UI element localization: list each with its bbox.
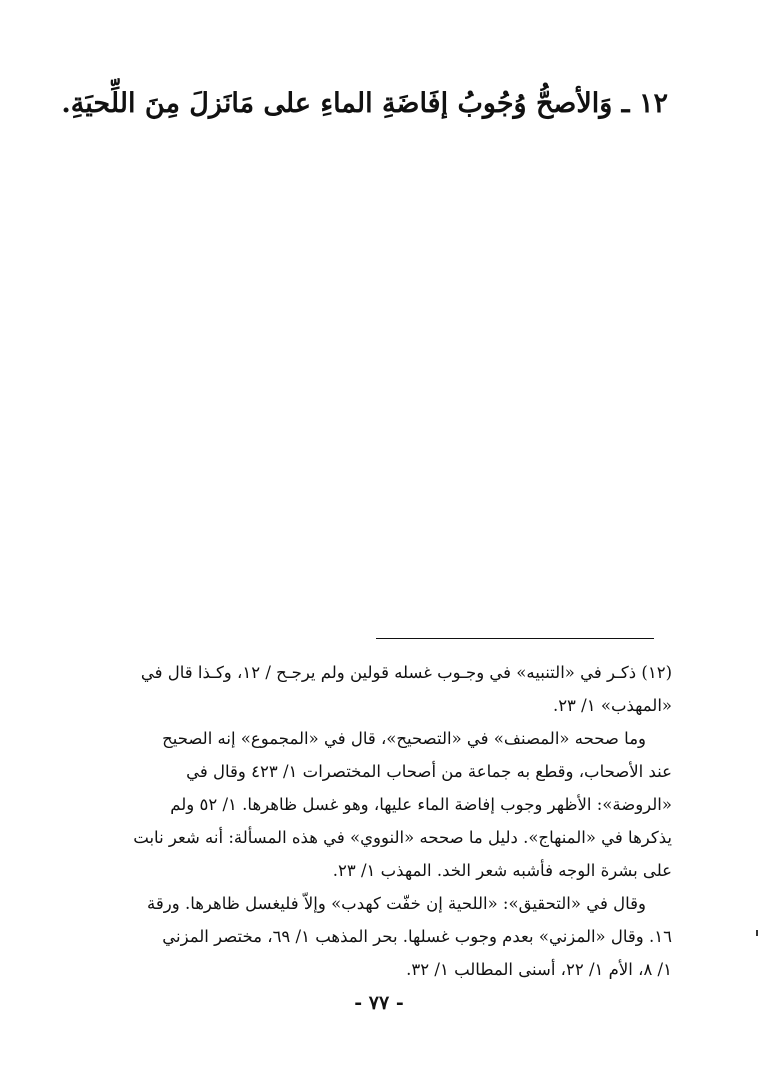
- main-entry: ١٢ ـ وَالأصحُّ وُجُوبُ إفَاضَةِ الماءِ على مَانَزلَ مِنَ اللِّحيَةِ.: [61, 88, 668, 119]
- footnote-line: عند الأصحاب، وقطع به جماعة من أصحاب المختصرات ١/ ٤٢٣ وقال في: [186, 762, 672, 781]
- footnote-line: على بشرة الوجه فأشبه شعر الخد. المهذب ١/ ٢٣.: [332, 861, 672, 880]
- footnotes: [112, 656, 672, 986]
- footnote-line: وما صححه «المصنف» في «التصحيح»، قال في «المجموع» إنه الصحيح: [162, 729, 646, 748]
- footnote-line: «الروضة»: الأظهر وجوب إفاضة الماء عليها، وهو غسل ظاهرها. ١/ ٥٢ ولم: [170, 795, 672, 814]
- footnote-divider: [376, 638, 654, 639]
- footnote-line: «المهذب» ١/ ٢٣.: [552, 696, 672, 715]
- footnote-line: ١٦. وقال «المزني» بعدم وجوب غسلها. بحر المذهب ١/ ٦٩، مختصر المزني: [162, 927, 672, 946]
- footnote-line: وقال في «التحقيق»: «اللحية إن خفّت كهدب» وإلاّ فليغسل ظاهرها. ورقة: [147, 894, 646, 913]
- footnote-line: يذكرها في «المنهاج». دليل ما صححه «النووي» في هذه المسألة: أنه شعر نابت: [133, 828, 672, 847]
- page-number: - ٧٧ -: [354, 992, 404, 1014]
- footnote-line: ١/ ٨، الأم ١/ ٢٢، أسنى المطالب ١/ ٣٢.: [406, 960, 672, 979]
- footnote-line: (١٢) ذكـر في «التنبيه» في وجـوب غسله قولين ولم يرجـح / ١٢، وكـذا قال في: [140, 663, 672, 682]
